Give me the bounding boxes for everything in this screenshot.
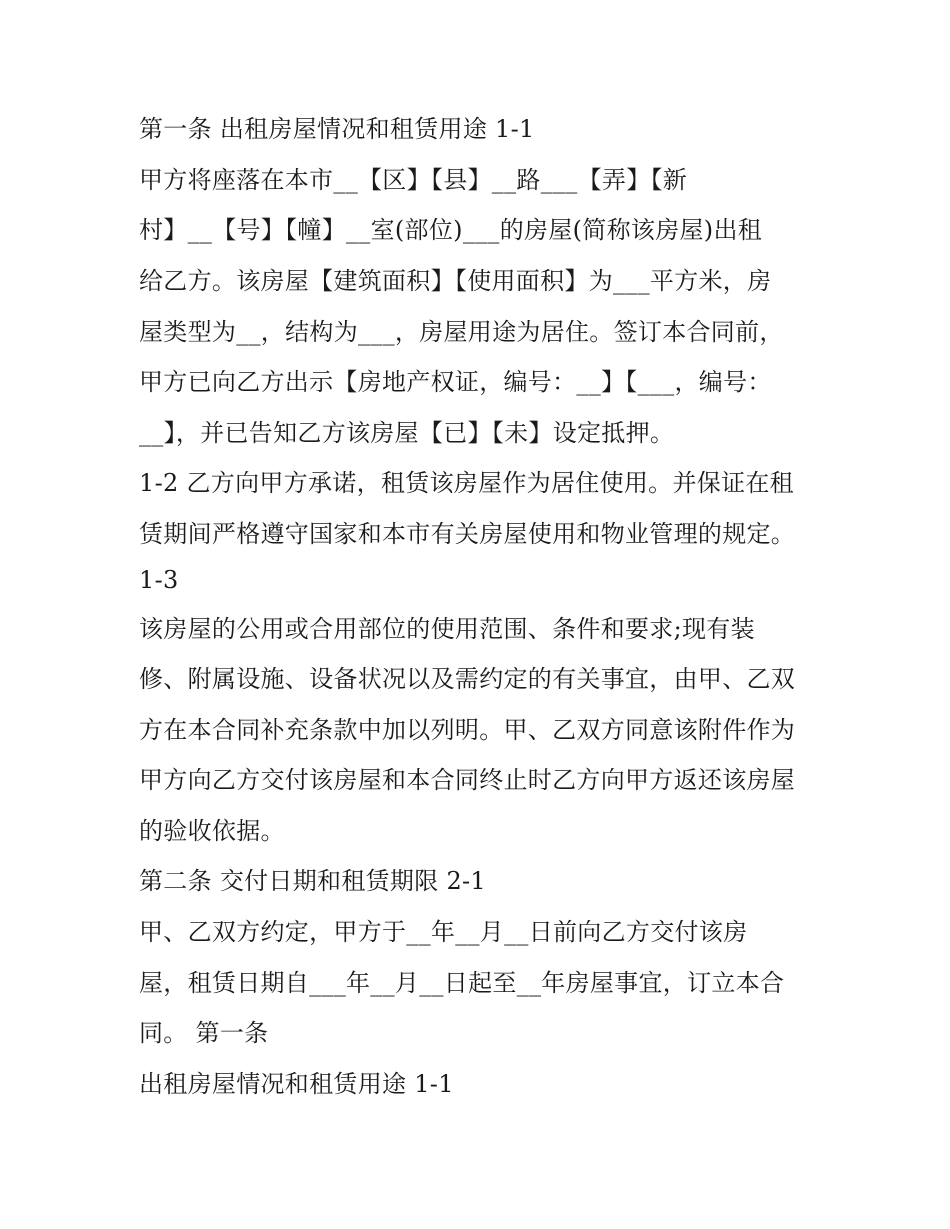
text-line: 甲方向乙方交付该房屋和本合同终止时乙方向甲方返还该房屋 [139, 766, 796, 794]
text-line: 给乙方。该房屋【建筑面积】【使用面积】为___平方米，房 [139, 267, 772, 295]
text-line: 修、附属设施、设备状况以及需约定的有关事宜，由甲、乙双 [139, 665, 796, 693]
text-line: 的验收依据。 [139, 817, 285, 845]
text-line: 出租房屋情况和租赁用途 1-1 [139, 1070, 454, 1098]
text-line: 村】__【号】【幢】__室(部位)___的房屋(简称该房屋)出租 [139, 216, 763, 244]
text-line: 甲方已向乙方出示【房地产权证，编号：__】【___，编号： [139, 368, 772, 396]
text-line: 甲、乙双方约定，甲方于__年__月__日前向乙方交付该房 [139, 918, 748, 946]
text-line: 同。 第一条 [139, 1019, 269, 1047]
text-line: 第一条 出租房屋情况和租赁用途 1-1 [139, 115, 535, 143]
text-line: __】，并已告知乙方该房屋【已】【未】设定抵押。 [139, 419, 675, 447]
text-line: 1-2 乙方向甲方承诺，租赁该房屋作为居住使用。并保证在租 [139, 469, 794, 497]
text-line: 方在本合同补充条款中加以列明。甲、乙双方同意该附件作为 [139, 716, 796, 744]
text-line: 屋类型为__，结构为___，房屋用途为居住。签订本合同前， [139, 318, 784, 346]
text-line: 甲方将座落在本市__【区】【县】__路___【弄】【新 [139, 166, 688, 194]
text-line: 第二条 交付日期和租赁期限 2-1 [139, 867, 487, 895]
text-line: 屋，租赁日期自___年__月__日起至__年房屋事宜，订立本合 [139, 969, 785, 997]
text-line: 赁期间严格遵守国家和本市有关房屋使用和物业管理的规定。 [139, 520, 796, 548]
text-line: 1-3 [139, 566, 179, 594]
text-line: 该房屋的公用或合用部位的使用范围、条件和要求;现有装 [139, 615, 755, 643]
